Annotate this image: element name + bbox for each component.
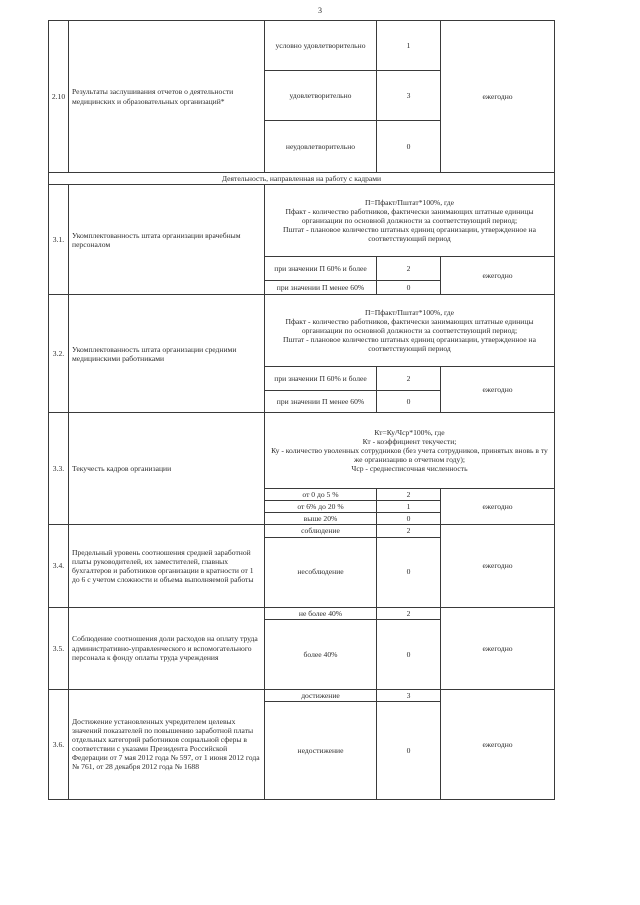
criterion-name: Соблюдение соотношения доли расходов на оплату труда административно-управленческого и вспомогательного персонала к фонду оплаты труда учреждения xyxy=(69,607,265,689)
formula-line: Кт - коэффициент текучести; xyxy=(362,436,457,446)
formula-cell xyxy=(265,185,555,257)
table-row xyxy=(49,525,555,537)
table-row xyxy=(49,607,555,619)
criterion-name: Достижение установленных учредителем целевых значений показателей по повышению заработной платы отдельных категорий работников социальной сферы в соответствии с указами Президента Российской Федерации от 7 мая 2012 года № 597, от 1 июня 2012 года № 761, от 28 декабря 2012 года № 1688 xyxy=(69,689,265,799)
points-cell: 0 xyxy=(377,121,441,173)
formula-line: Чср - среднесписочная численность xyxy=(351,464,468,474)
points-cell: 3 xyxy=(377,689,441,701)
formula-line: П=Пфакт/Пштат*100%, где xyxy=(364,307,455,317)
frequency-cell: ежегодно xyxy=(441,489,555,525)
points-cell: 0 xyxy=(377,537,441,607)
condition-cell: недостижение xyxy=(265,701,377,799)
condition-cell: при значении П 60% и более xyxy=(265,257,377,281)
frequency-cell: ежегодно xyxy=(441,689,555,799)
points-cell: 1 xyxy=(377,21,441,71)
condition-cell: удовлетворительно xyxy=(265,71,377,121)
row-number: 3.4. xyxy=(49,525,69,607)
section-title: Деятельность, направленная на работу с кадрами xyxy=(49,173,555,185)
condition-cell: выше 20% xyxy=(265,513,377,525)
page-number: 3 xyxy=(318,6,322,15)
points-cell: 2 xyxy=(377,367,441,391)
frequency-cell: ежегодно xyxy=(441,21,555,173)
table-row xyxy=(49,413,555,489)
points-cell: 2 xyxy=(377,257,441,281)
frequency-cell: ежегодно xyxy=(441,257,555,295)
condition-cell: от 6% до 20 % xyxy=(265,501,377,513)
points-cell: 2 xyxy=(377,525,441,537)
formula-line: Пфакт - количество работников, фактически занимающих штатные единицы организации по основной должности за соответствующий период; xyxy=(285,316,534,336)
section-header-row xyxy=(49,173,555,185)
row-number: 2.10 xyxy=(49,21,69,173)
formula-cell xyxy=(265,413,555,489)
row-number: 3.6. xyxy=(49,689,69,799)
condition-cell: при значении П менее 60% xyxy=(265,391,377,413)
points-cell: 3 xyxy=(377,71,441,121)
points-cell: 0 xyxy=(377,701,441,799)
row-number: 3.5. xyxy=(49,607,69,689)
formula-line: П=Пфакт/Пштат*100%, где xyxy=(364,197,455,207)
points-cell: 2 xyxy=(377,489,441,501)
points-cell: 0 xyxy=(377,619,441,689)
criterion-name: Укомплектованность штата организации врачебным персоналом xyxy=(69,185,265,295)
condition-cell: при значении П менее 60% xyxy=(265,281,377,295)
formula-line: Кт=Ку/Чср*100%, где xyxy=(374,427,445,437)
row-number: 3.3. xyxy=(49,413,69,525)
points-cell: 0 xyxy=(377,281,441,295)
row-number: 3.2. xyxy=(49,295,69,413)
table-row xyxy=(49,21,555,71)
criteria-table xyxy=(48,20,555,800)
criterion-name: Укомплектованность штата организации средними медицинскими работниками xyxy=(69,295,265,413)
table-row xyxy=(49,185,555,257)
condition-cell: условно удовлетворительно xyxy=(265,21,377,71)
row-number: 3.1. xyxy=(49,185,69,295)
table-row xyxy=(49,689,555,701)
points-cell: 2 xyxy=(377,607,441,619)
formula-line: Ку - количество уволенных сотрудников (без учета сотрудников, принятых вновь в ту же организацию в отчетном году); xyxy=(271,446,548,465)
condition-cell: от 0 до 5 % xyxy=(265,489,377,501)
formula-cell xyxy=(265,295,555,367)
criterion-name: Текучесть кадров организации xyxy=(69,413,265,525)
points-cell: 0 xyxy=(377,513,441,525)
table-row xyxy=(49,295,555,367)
formula-line: Пштат - плановое количество штатных единиц организации, утвержденное на соответствующий период xyxy=(283,335,536,354)
condition-cell: достижение xyxy=(265,689,377,701)
condition-cell: при значении П 60% и более xyxy=(265,367,377,391)
condition-cell: неудовлетворительно xyxy=(265,121,377,173)
criterion-name: Результаты заслушивания отчетов о деятельности медицинских и образовательных организаций* xyxy=(69,21,265,173)
frequency-cell: ежегодно xyxy=(441,607,555,689)
frequency-cell: ежегодно xyxy=(441,525,555,607)
condition-cell: несоблюдение xyxy=(265,537,377,607)
points-cell: 1 xyxy=(377,501,441,513)
condition-cell: более 40% xyxy=(265,619,377,689)
formula-line: Пштат - плановое количество штатных единиц организации, утвержденное на соответствующий период xyxy=(283,225,536,244)
condition-cell: не более 40% xyxy=(265,607,377,619)
condition-cell: соблюдение xyxy=(265,525,377,537)
points-cell: 0 xyxy=(377,391,441,413)
criterion-name: Предельный уровень соотношения средней заработной платы руководителей, их заместителей, главных бухгалтеров и работников организации в кратности от 1 до 6 с учетом сложности и объема выполняемой работы xyxy=(69,525,265,607)
formula-line: Пфакт - количество работников, фактически занимающих штатные единицы организации по основной должности за соответствующий период; xyxy=(285,206,534,226)
frequency-cell: ежегодно xyxy=(441,367,555,413)
